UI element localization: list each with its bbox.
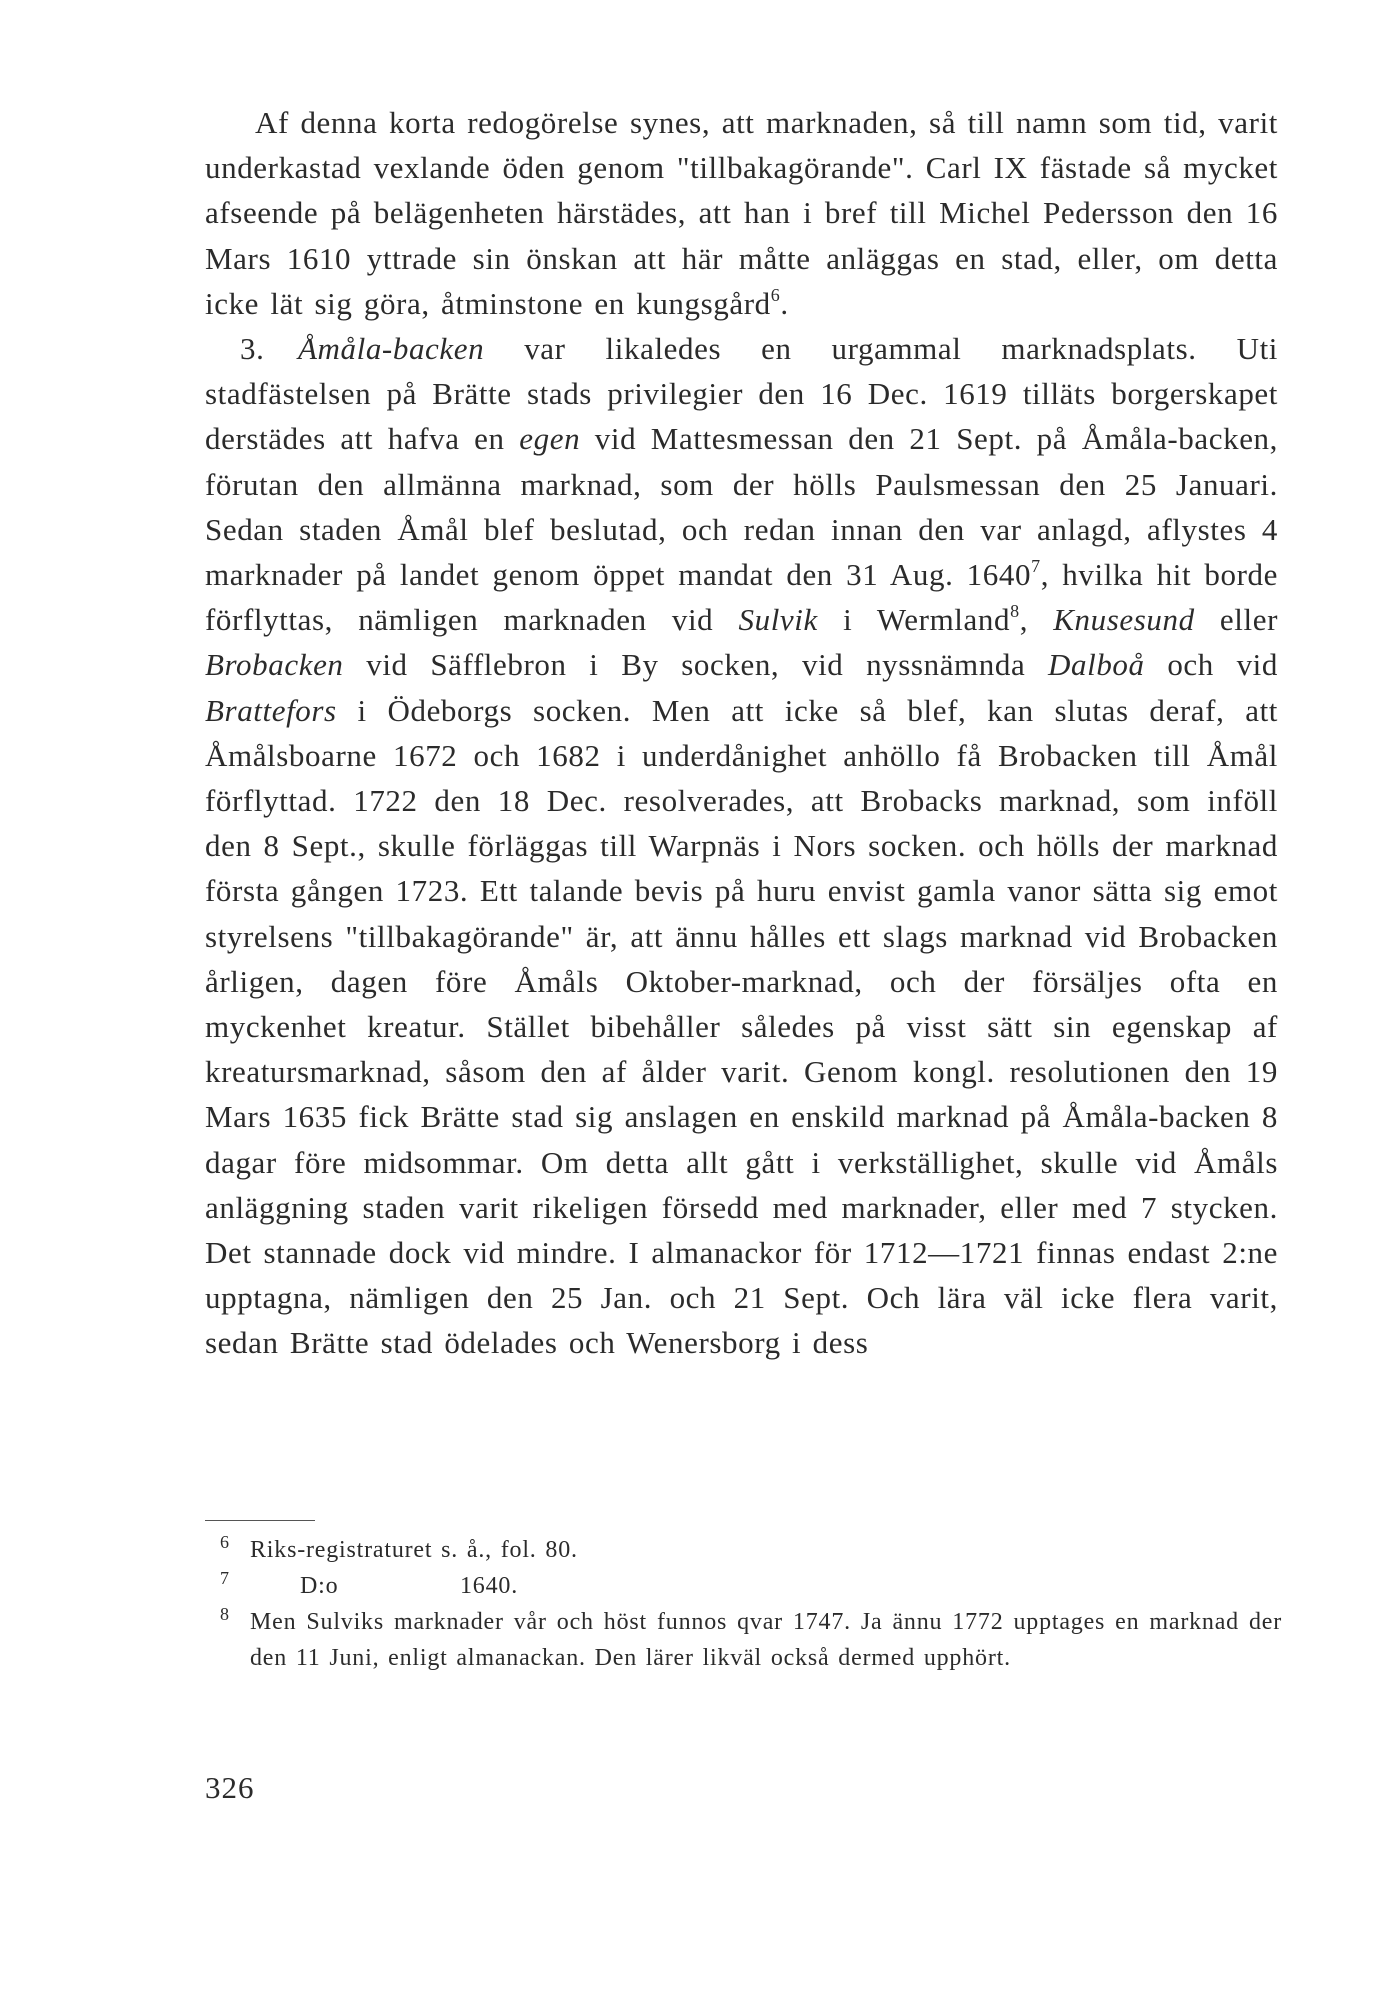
- paragraph-2: [205, 326, 1278, 1366]
- place-knusesund: Knusesund: [1053, 602, 1195, 638]
- footnote-6: 6 Riks-registraturet s. å., fol. 80.: [220, 1532, 578, 1563]
- place-brobacken: Brobacken: [205, 647, 344, 683]
- main-text: [205, 100, 1278, 1366]
- place-brattefors: Brattefors: [205, 692, 337, 728]
- paragraph-1-end: .: [780, 285, 789, 321]
- paragraph-2-text-f: eller: [1194, 602, 1278, 638]
- footnote-8: 8 Men Sulviks marknader vår och höst funnos qvar 1747. Ja ännu 1772 upptages en marknad der den 11 Juni, enligt almanackan. Den lärer likväl också dermed upphört.: [220, 1604, 1282, 1671]
- footnote-ref-8: 8: [1010, 601, 1020, 622]
- footnote-ref-7: 7: [1031, 556, 1041, 577]
- paragraph-2-text-c: , hvilka hit borde förflyttas, nämligen marknaden vid: [205, 557, 1279, 638]
- footnote-7: 7 D:o 1640.: [220, 1568, 1282, 1604]
- emphasis-egen: egen: [519, 421, 581, 457]
- paragraph-2-text-a: var likaledes en urgammal marknadsplats. Uti stadfästelsen på Brätte stads privilegier den 16 Dec. 1619 tilläts borgerskapet derstädes att hafva en: [205, 331, 1278, 457]
- place-dalboa: Dalboå: [1048, 647, 1145, 683]
- place-sulvik: Sulvik: [738, 602, 818, 638]
- footnote-7-text: 1640.: [460, 1573, 518, 1599]
- page-number: 326: [205, 1770, 255, 1805]
- paragraph-2-text-i: i Ödeborgs socken. Men att icke så blef, kan slutas deraf, att Åmålsboarne 1672 och 1682 i underdånighet anhöllo få Brobacken till Åmål förflyttad. 1722 den 18 Dec. resolverades, att Brobacks marknad, som inföll den 8 Sept., skulle förläggas till Warpnäs i Nors socken. och hölls der marknad första gången 1723. Ett talande bevis på huru envist gamla vanor sätta sig emot styrelsens "tillbakagörande" är, att ännu hålles ett slags marknad vid Brobacken årligen, dagen före Åmåls Oktober-marknad, och der försäljes ofta en myckenhet kreatur. Stället bibehåller således på visst sätt sin egenskap af kreatursmarknad, såsom den af ålder varit. Genom kongl. resolutionen den 19 Mars 1635 fick Brätte stad sig anslagen en enskild marknad på Åmåla-backen 8 dagar före midsommar. Om detta allt gått i verkställighet, skulle vid Åmåls anläggning staden varit rikeligen försedd med marknader, eller med 7 stycken. Det stannade dock vid mindre. I almanackor för 1712—1721 finnas endast 2:ne upptagna, nämligen den 25 Jan. och 21 Sept. Och lära väl icke flera varit, sedan Brätte stad ödelades och Wenersborg i dess: [205, 692, 1278, 1361]
- footnote-6-text: Riks-registraturet s. å., fol. 80.: [250, 1537, 578, 1563]
- paragraph-2-text-g: vid Säfflebron i By socken, vid nyssnämnda: [343, 647, 1049, 683]
- paragraph-2-text-e: ,: [1019, 602, 1054, 638]
- paragraph-2-text-d: i Wermland: [817, 602, 1011, 638]
- footnote-divider: [205, 1520, 315, 1521]
- paragraph-1: [205, 100, 1278, 326]
- section-number: 3.: [240, 331, 265, 367]
- paragraph-2-text-b: vid Mattesmessan den 21 Sept. på Åmåla-backen, förutan den allmänna marknad, som der hölls Paulsmessan den 25 Januari. Sedan staden Åmål blef beslutad, och redan innan den var anlagd, aflystes 4 marknader på landet genom öppet mandat den 31 Aug. 1640: [205, 421, 1278, 593]
- footnote-8-text: Men Sulviks marknader vår och höst funnos qvar 1747. Ja ännu 1772 upptages en marknad der den 11 Juni, enligt almanackan. Den lärer likväl också dermed upphört.: [250, 1609, 1282, 1671]
- footnote-ref-6: 6: [770, 284, 781, 305]
- paragraph-2-text-h: och vid: [1144, 647, 1278, 683]
- footnotes: [220, 1532, 1282, 1676]
- paragraph-1-text: Af denna korta redogörelse synes, att marknaden, så till namn som tid, varit underkastad vexlande öden genom "tillbakagörande". Carl IX fästade så mycket afseende på belägenheten härstädes, att han i bref till Michel Pedersson den 16 Mars 1610 yttrade sin önskan att här måtte anläggas en stad, eller, om detta icke lät sig göra, åtminstone en kungsgård: [205, 105, 1278, 321]
- section-title: Åmåla-backen: [298, 331, 485, 367]
- footnote-7-label: D:o: [300, 1573, 339, 1599]
